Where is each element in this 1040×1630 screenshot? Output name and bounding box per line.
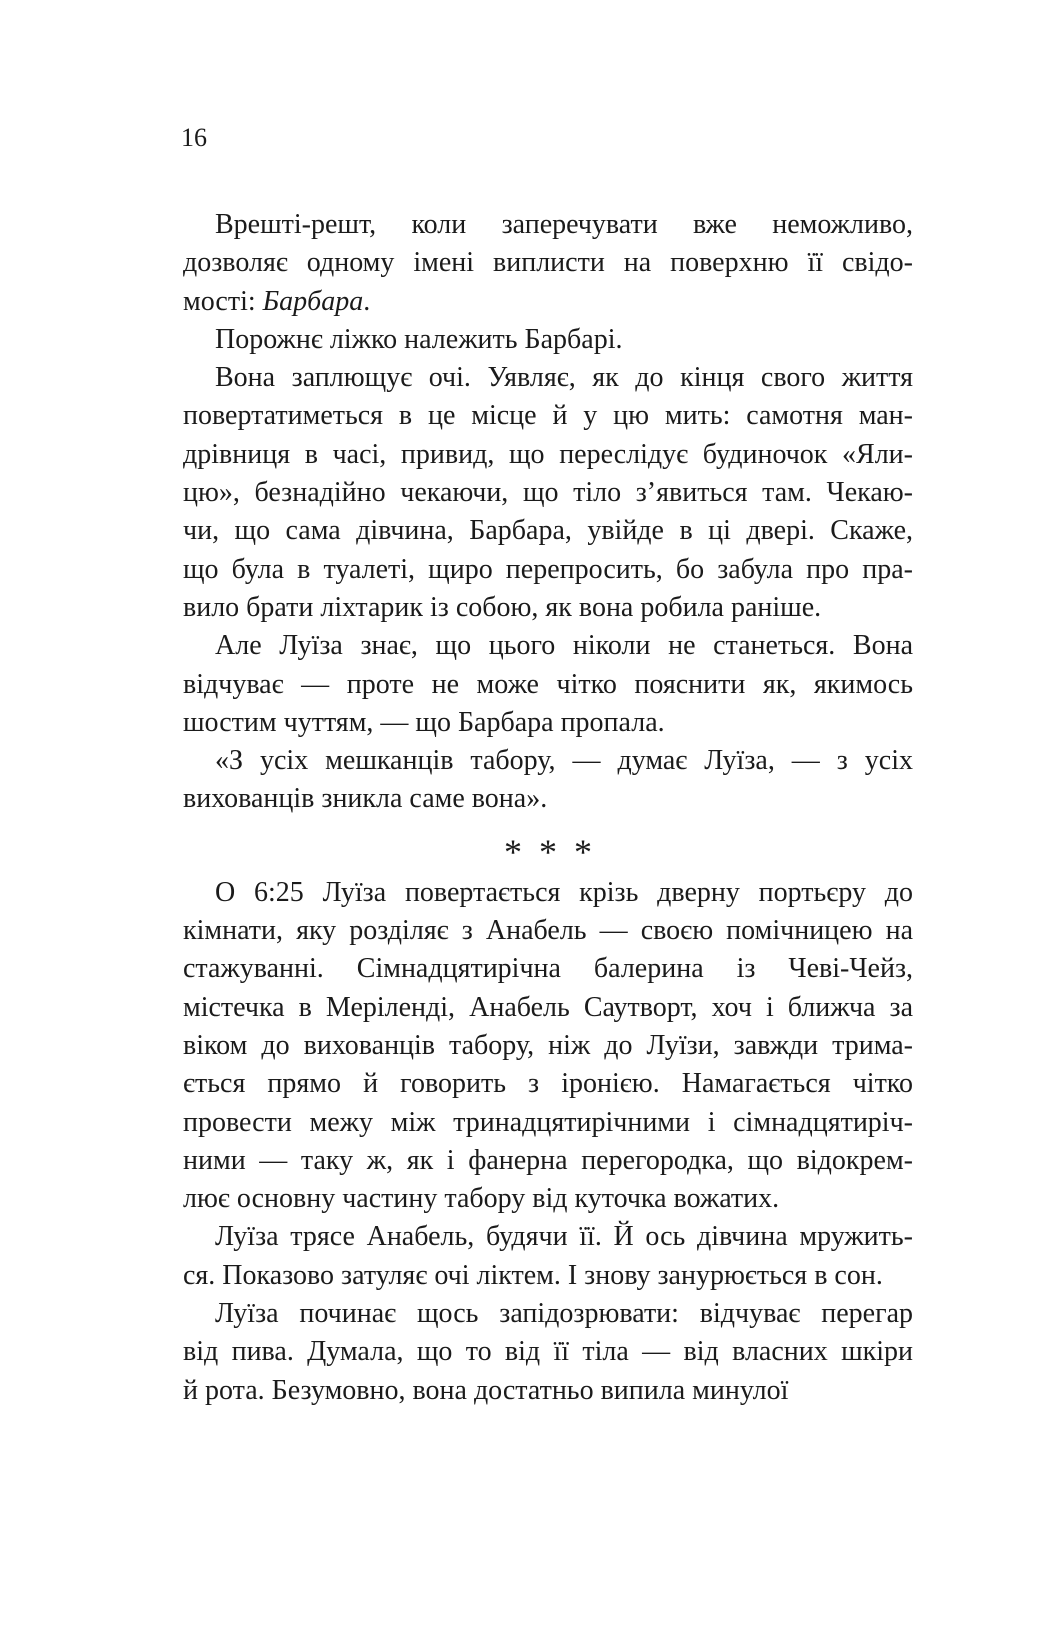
text-segment: Врешті-решт, коли заперечувати вже неможливо,: [215, 209, 913, 240]
text-line: [183, 989, 913, 1027]
text-segment: містечка в Меріленді, Анабель Саутворт, хоч і ближча за: [183, 991, 913, 1023]
text-segment: й рота. Безумовно, вона достатньо випила минулої: [183, 1374, 789, 1406]
text-line: [183, 283, 913, 321]
text-line: [183, 512, 913, 550]
text-segment: дозволяє одному імені виплисти на поверхню її свідо-: [183, 247, 913, 279]
text-line: [183, 1295, 913, 1333]
text-line: [183, 704, 913, 742]
text-segment: повертатиметься в це місце й у цю мить: самотня ман-: [183, 400, 913, 432]
text-segment: ється прямо й говорить з іронією. Намагається чітко: [183, 1068, 913, 1100]
text-line: [183, 589, 913, 627]
text-line: [183, 359, 913, 397]
text-line: [183, 1333, 913, 1371]
text-segment: дрівниця в часі, привид, що переслідує будиночок «Яли-: [183, 438, 913, 470]
text-segment: Порожнє ліжко належить Барбарі.: [215, 323, 623, 355]
emphasized-text: Барбара: [262, 285, 364, 317]
text-segment: що була в туалеті, щиро перепросить, бо забула про пра-: [183, 553, 913, 585]
text-line: [183, 244, 913, 282]
page-number: 16: [181, 123, 207, 152]
text-segment: вило брати ліхтарик із собою, як вона робила раніше.: [183, 591, 822, 623]
text-line: [183, 1372, 913, 1410]
text-line: [183, 1104, 913, 1142]
text-line: [183, 950, 913, 988]
text-segment: відчуває — проте не може чітко пояснити як, якимось: [183, 668, 913, 700]
text-line: [183, 1257, 913, 1295]
text-line: [183, 1065, 913, 1103]
text-segment: віком до вихованців табору, ніж до Луїзи, завжди трима-: [183, 1029, 913, 1061]
text-line: [183, 1142, 913, 1180]
text-segment: .: [363, 285, 371, 317]
page-text: [183, 206, 913, 1410]
text-segment: О 6:25 Луїза повертається крізь дверну портьєру до: [215, 876, 913, 908]
text-line: [183, 780, 913, 818]
text-line: [183, 627, 913, 665]
text-line: [183, 436, 913, 474]
text-segment: Луїза починає щось запідозрювати: відчуває перегар: [215, 1298, 913, 1330]
text-line: [183, 742, 913, 780]
text-segment: від пива. Думала, що то від її тіла — від власних шкіри: [183, 1336, 913, 1368]
text-line: [183, 874, 913, 912]
text-segment: ними — таку ж, як і фанерна перегородка, що відокрем-: [183, 1144, 913, 1176]
text-segment: Вона заплющує очі. Уявляє, як до кінця свого життя: [215, 362, 913, 394]
text-segment: цю», безнадійно чекаючи, що тіло з’явиться там. Чекаю-: [183, 477, 913, 509]
text-segment: стажуванні. Сімнадцятирічна балерина із Чеві-Чейз,: [183, 953, 913, 985]
text-line: [183, 666, 913, 704]
text-line: [183, 474, 913, 512]
text-line: [183, 1180, 913, 1218]
text-line: [183, 551, 913, 589]
text-segment: лює основну частину табору від куточка вожатих.: [183, 1183, 780, 1215]
text-segment: чи, що сама дівчина, Барбара, увійде в ці двері. Скаже,: [183, 515, 913, 547]
text-segment: Луїза трясе Анабель, будячи її. Й ось дівчина мружить-: [215, 1221, 913, 1253]
section-separator: * * *: [504, 832, 592, 873]
text-segment: шостим чуттям, — що Барбара пропала.: [183, 706, 665, 738]
text-segment: ся. Показово затуляє очі ліктем. І знову занурюється в сон.: [183, 1259, 883, 1291]
text-line: [183, 1027, 913, 1065]
text-line: [183, 1218, 913, 1256]
text-segment: вихованців зникла саме вона».: [183, 783, 548, 815]
text-line: [183, 321, 913, 359]
text-segment: мості:: [183, 285, 263, 317]
text-segment: провести межу між тринадцятирічними і сімнадцятиріч-: [183, 1106, 913, 1138]
text-segment: «З усіх мешканців табору, — думає Луїза, — з усіх: [215, 745, 913, 777]
text-line: [183, 912, 913, 950]
text-segment: кімнати, яку розділяє з Анабель — своєю помічницею на: [183, 915, 913, 947]
text-line: [183, 206, 913, 244]
text-line: [183, 397, 913, 435]
text-segment: Але Луїза знає, що цього ніколи не станеться. Вона: [215, 630, 913, 662]
